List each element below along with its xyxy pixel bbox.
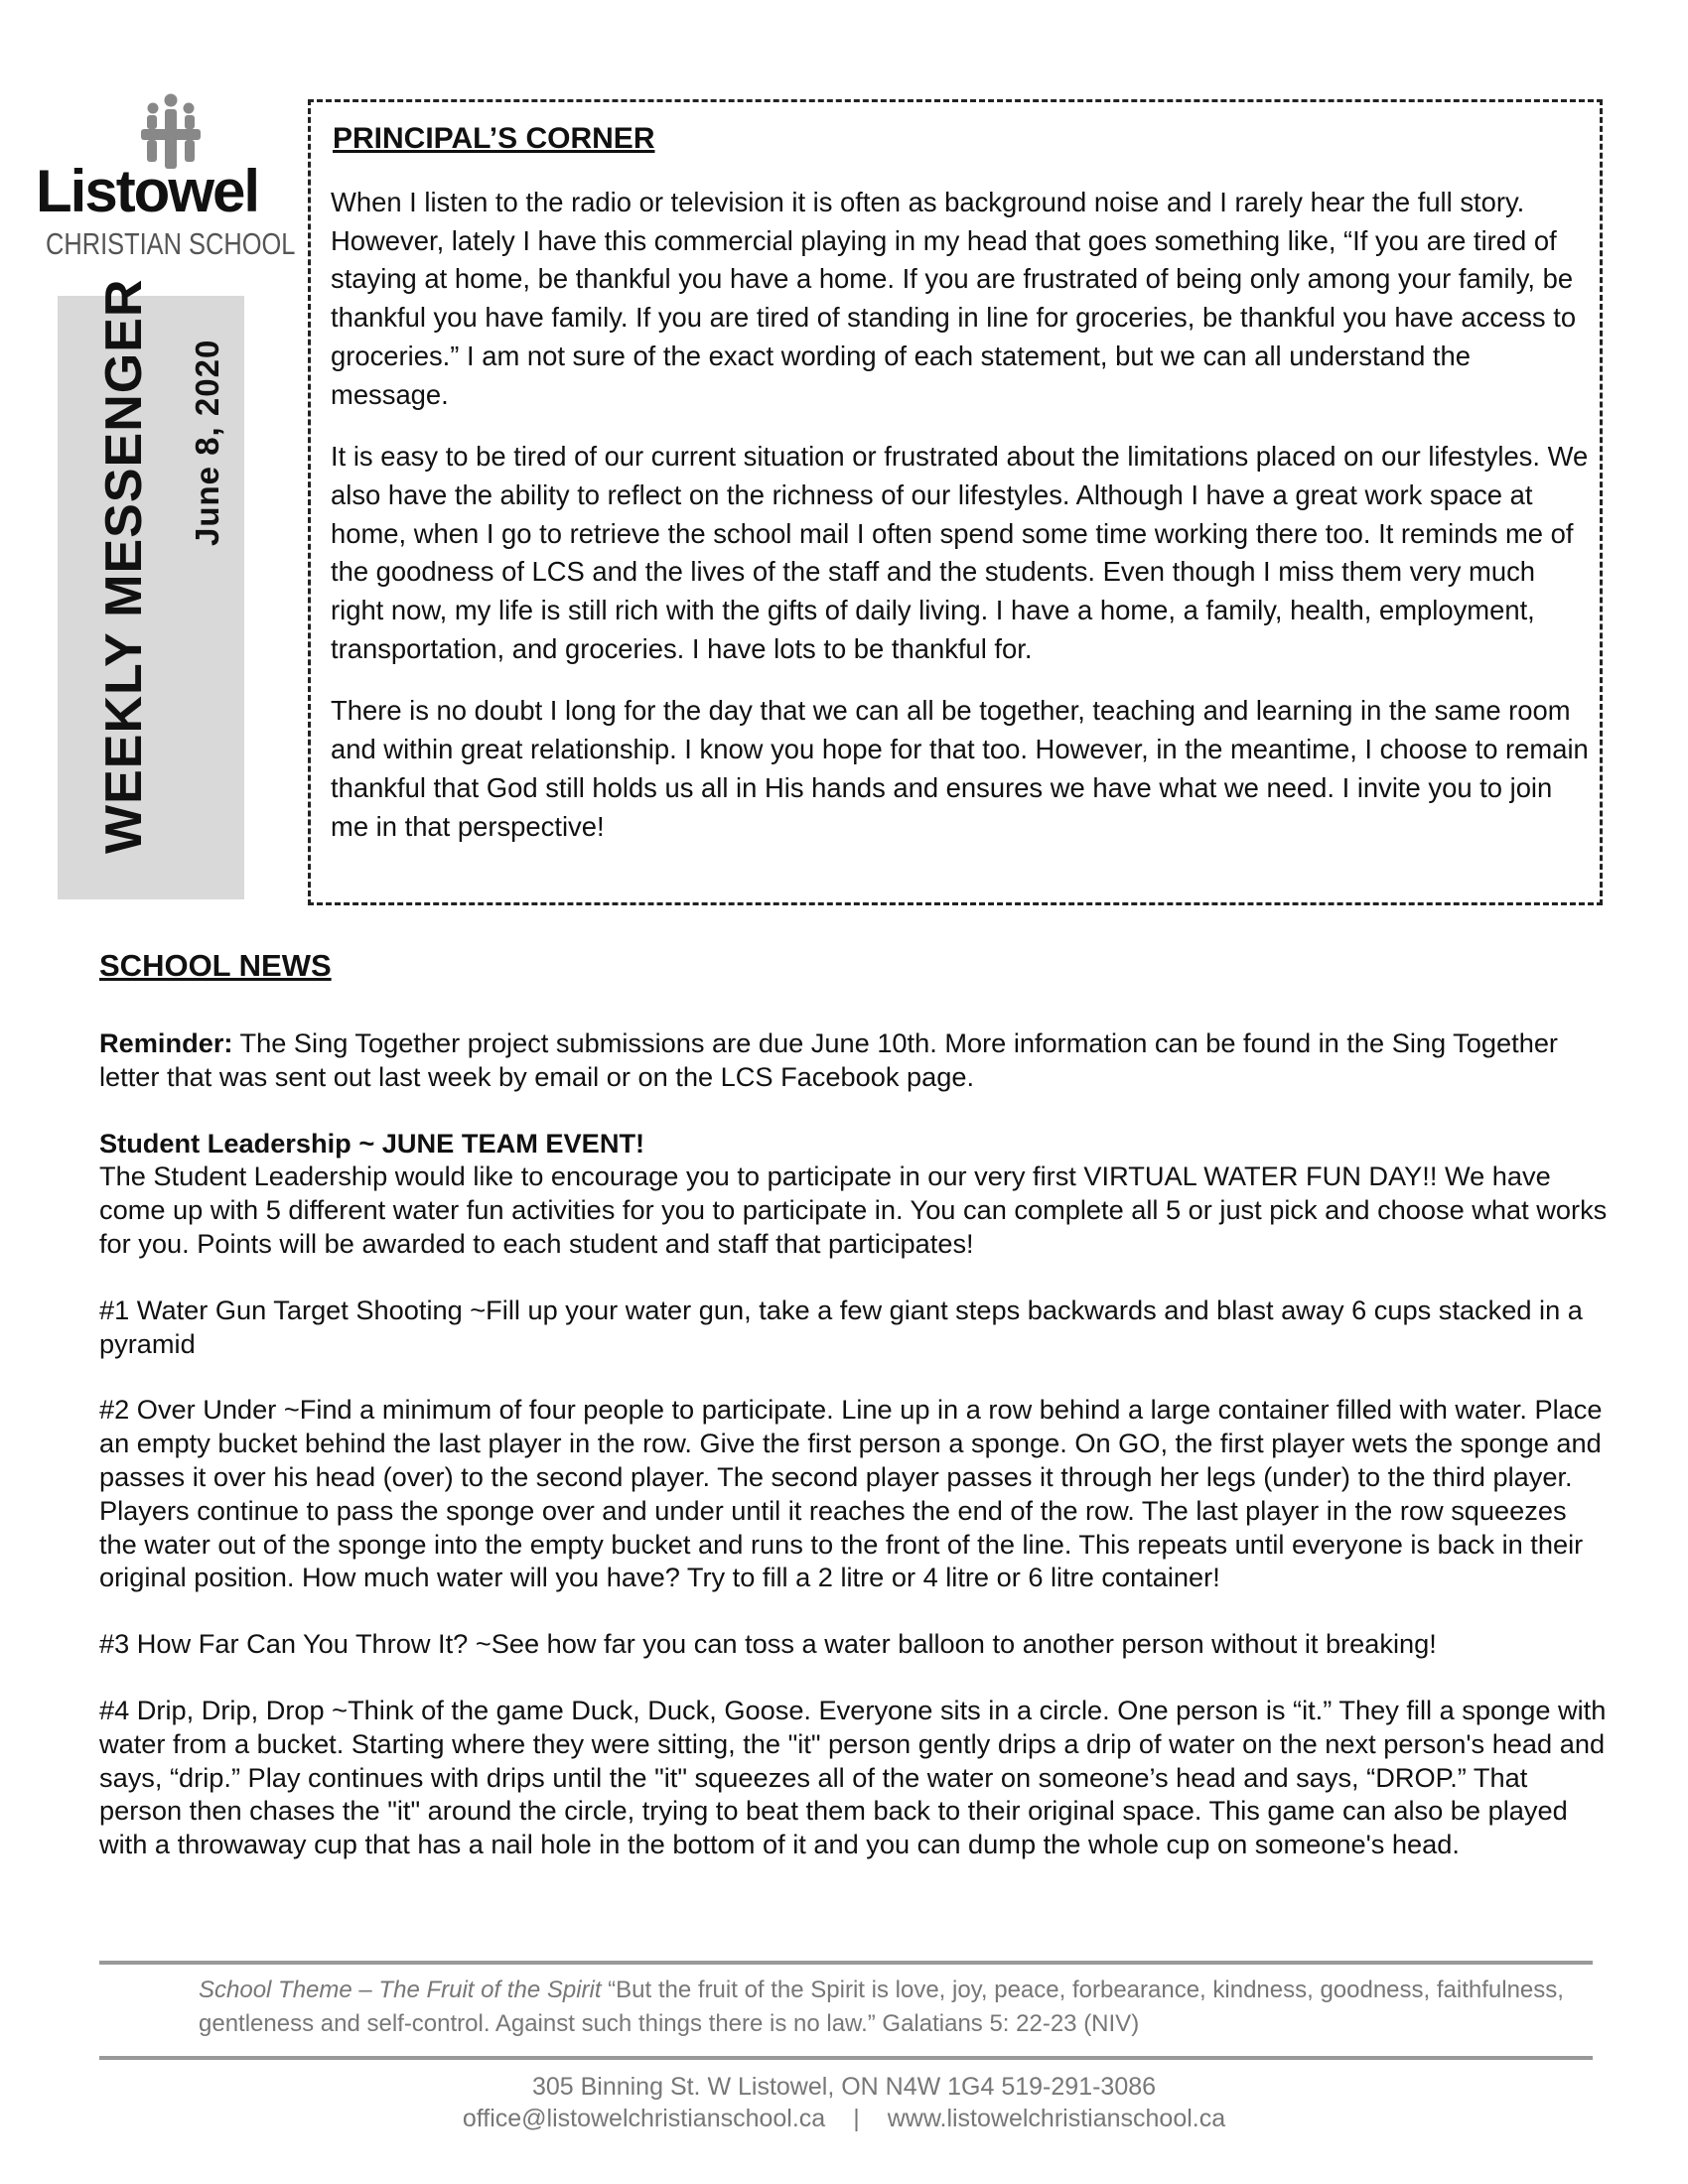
contact-line [0,2105,1688,2133]
activity-item: #4 Drip, Drip, Drop ~Think of the game Duck, Duck, Goose. Everyone sits in a circle. One person is “it.” They fill a sponge with water from a bucket. Starting where they were sitting, the "it" person gently drips a drip of water on the next person's head and says, “drip.” Play continues with drips until the "it" squeezes all of the water on someone’s head and says, “DROP.” That person then chases the "it" around the circle, trying to beat them back to their original space. This game can also be played with a throwaway cup that has a nail hole in the bottom of it and you can dump the whole cup on someone's head. [99,1694,1607,1860]
activity-item: #1 Water Gun Target Shooting ~Fill up your water gun, take a few giant steps backwards and blast away 6 cups stacked in a pyramid [99,1294,1583,1359]
theme-quote: “But the fruit of the Spirit is love, joy, peace, forbearance, kindness, goodness, faithfulness, gentleness and self-control. Against such things there is no law.” Galatians 5: 22-23 (NIV) [199,1977,1564,2037]
footer-divider-bottom [99,2056,1593,2060]
principals-corner-box [308,99,1603,905]
newsletter-title: WEEKLY MESSENGER [95,278,153,854]
school-news-body [99,1026,1609,1894]
newsletter-date: June 8, 2020 [189,339,225,546]
activity-item: #2 Over Under ~Find a minimum of four people to participate. Line up in a row behind a large container filled with water. Place an empty bucket behind the last player in the row. Give the first person a sponge. On GO, the first player wets the sponge and passes it over his head (over) to the second player. The second player passes it through her legs (under) to the third player. Players continue to pass the sponge over and under until it reaches the end of the row. The last player in the row squeezes the water out of the sponge into the empty bucket and runs to the front of the line. This repeats until everyone is back in their original position. How much water will you have? Try to fill a 2 litre or 4 litre or 6 litre container! [99,1394,1603,1593]
corner-paragraph: When I listen to the radio or television it is often as background noise and I rarely hear the full story. However, lately I have this commercial playing in my head that goes something like, “If you are tired of staying at home, be thankful you have a home. If you are frustrated of being only among your family, be thankful you have family. If you are tired of standing in line for groceries, be thankful you have access to groceries.” I am not sure of the exact wording of each statement, but we can all understand the message. [331,187,1577,410]
reminder-text: The Sing Together project submissions are due June 10th. More information can be found in the Sing Together letter that was sent out last week by email or on the LCS Facebook page. [99,1027,1558,1092]
principals-corner-heading: PRINCIPAL’S CORNER [333,122,655,155]
email-link[interactable]: office@listowelchristianschool.ca [462,2105,826,2132]
website-link[interactable]: www.listowelchristianschool.ca [887,2105,1226,2132]
activity-item: #3 How Far Can You Throw It? ~See how far you can toss a water balloon to another person without it breaking! [99,1628,1437,1660]
corner-paragraph: There is no doubt I long for the day that we can all be together, teaching and learning in the same room and within great relationship. I know you hope for that too. However, in the meantime, I choose to remain thankful that God still holds us all in His hands and ensures we have what we need. I invite you to join me in that perspective! [331,695,1589,842]
school-news-heading: SCHOOL NEWS [99,948,332,983]
footer-divider-top [99,1961,1593,1965]
leadership-text: The Student Leadership would like to encourage you to participate in our very first VIRTUAL WATER FUN DAY!! We have come up with 5 different water fun activities for you to participate in. You can complete all 5 or just pick and choose what works for you. Points will be awarded to each student and staff that participates! [99,1160,1608,1259]
contact-separator: | [853,2105,860,2132]
school-theme [199,1974,1589,2041]
corner-paragraph: It is easy to be tired of our current situation or frustrated about the limitations placed on our lifestyles. We also have the ability to reflect on the richness of our lifestyles. Although I have a great work space at home, when I go to retrieve the school mail I often spend some time working there too. It reminds me of the goodness of LCS and the lives of the staff and the students. Even though I miss them very much right now, my life is still rich with the gifts of daily living. I have a home, a family, health, employment, transportation, and groceries. I have lots to be thankful for. [331,441,1589,664]
reminder-label: Reminder: [99,1027,233,1058]
school-address: 305 Binning St. W Listowel, ON N4W 1G4 519-291-3086 [531,2073,1157,2101]
leadership-heading: Student Leadership ~ JUNE TEAM EVENT! [99,1127,645,1159]
principals-corner-body [331,184,1592,870]
logo-subtitle: CHRISTIAN SCHOOL [46,226,296,261]
theme-label: School Theme – The Fruit of the Spirit [199,1977,602,2003]
logo-name: Listowel [36,158,259,224]
reminder-paragraph [99,1026,1609,1094]
